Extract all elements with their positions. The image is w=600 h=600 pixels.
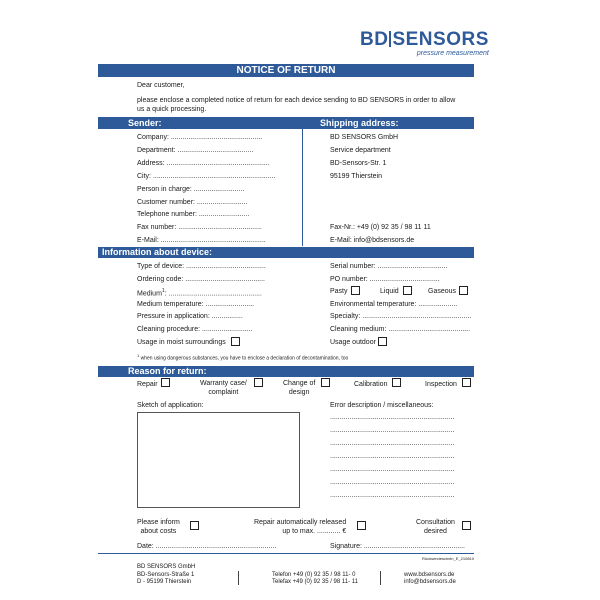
error-line[interactable]: ................................................................ [330, 492, 455, 499]
department-field[interactable]: Department: ....................................... [137, 147, 254, 154]
medium-footnote-mark: 1 [161, 288, 165, 294]
ordering-code-field[interactable]: Ordering code: ......................................... [137, 276, 265, 283]
repair-label: Repair [137, 381, 158, 388]
city-field[interactable]: City: ............................................................... [137, 173, 276, 180]
error-line[interactable]: ................................................................ [330, 453, 455, 460]
inform-label-line2: about costs [140, 528, 177, 535]
inform-costs-checkbox[interactable] [190, 521, 199, 530]
cleaning-procedure-field[interactable]: Cleaning procedure: .......................... [137, 326, 253, 333]
repair-auto-line2[interactable]: up to max. ............ € [282, 528, 347, 535]
date-field[interactable]: Date: .............................................................. [137, 543, 277, 550]
gaseous-label: Gaseous [428, 288, 457, 295]
footnote-text: when using dangerous substances, you have to enclose a declaration of decontamination, too [140, 355, 349, 362]
shipping-email: E-Mail: info@bdsensors.de [330, 237, 415, 244]
liquid-label: Liquid [380, 288, 399, 295]
specialty-field[interactable]: Specialty: ........................................................ [330, 313, 472, 320]
change-of-design-checkbox[interactable] [321, 378, 330, 387]
shipping-fax: Fax-Nr.: +49 (0) 92 35 / 98 11 11 [330, 224, 431, 231]
footer-website[interactable]: www.bdsensors.de [404, 572, 455, 578]
error-line[interactable]: ................................................................ [330, 466, 455, 473]
calibration-checkbox[interactable] [392, 378, 401, 387]
signature-field[interactable]: Signature: .................................................... [330, 543, 465, 550]
shipping-city: 95199 Thierstein [330, 173, 383, 180]
footer-company: BD SENSORS GmbH [137, 564, 196, 570]
footer-email[interactable]: info@bdsensors.de [404, 579, 456, 585]
error-line[interactable]: ................................................................ [330, 479, 455, 486]
consultation-checkbox[interactable] [462, 521, 471, 530]
section-divider [302, 129, 303, 246]
serial-number-field[interactable]: Serial number: .................................... [330, 263, 448, 270]
company-field[interactable]: Company: ............................................... [137, 134, 263, 141]
shipping-company: BD SENSORS GmbH [330, 134, 399, 141]
inform-label-line1: Please inform [137, 519, 180, 526]
calibration-label: Calibration [354, 381, 388, 388]
moist-surroundings-checkbox[interactable] [231, 337, 240, 346]
medium-label: Medium [137, 290, 162, 298]
shipping-street: BD-Sensors-Str. 1 [330, 160, 387, 167]
type-of-device-field[interactable]: Type of device: ......................................... [137, 263, 266, 270]
change-label-line1: Change of [283, 380, 316, 387]
intro-line-2: us a quick processing. [137, 106, 207, 113]
sender-heading: Sender: [128, 118, 162, 128]
page-title: NOTICE OF RETURN [236, 65, 336, 76]
repair-checkbox[interactable] [161, 378, 170, 387]
consultation-line1: Consultation [416, 519, 455, 526]
inspection-checkbox[interactable] [462, 378, 471, 387]
footer-telefax: Telefax +49 (0) 92 35 / 98 11- 11 [272, 579, 359, 585]
logo-text-left: BD [360, 29, 389, 50]
warranty-checkbox[interactable] [254, 378, 263, 387]
error-line[interactable]: ................................................................ [330, 440, 455, 447]
repair-automatic-label [254, 518, 346, 536]
sketch-area[interactable] [137, 412, 300, 508]
sketch-label: Sketch of application: [137, 402, 204, 409]
pasty-label: Pasty [330, 288, 348, 295]
liquid-checkbox[interactable] [403, 286, 412, 295]
customer-number-field[interactable]: Customer number: .......................... [137, 199, 248, 206]
environmental-temperature-field[interactable]: Environmental temperature: .................... [330, 301, 458, 308]
person-in-charge-field[interactable]: Person in charge: .......................... [137, 186, 245, 193]
address-field[interactable]: Address: ..................................................... [137, 160, 270, 167]
device-footnote [137, 352, 348, 363]
error-description-label: Error description / miscellaneous: [330, 402, 434, 409]
error-line[interactable]: ................................................................ [330, 414, 455, 421]
shipping-heading: Shipping address: [320, 118, 399, 128]
repair-automatic-checkbox[interactable] [357, 521, 366, 530]
device-heading: Information about device: [102, 247, 213, 257]
logo-tagline: pressure measurement [416, 50, 489, 57]
po-number-field[interactable]: PO number: .................................... [330, 276, 440, 283]
company-logo [360, 30, 489, 58]
logo-text-right: SENSORS [392, 29, 489, 50]
email-field[interactable]: E-Mail: ...................................................... [137, 237, 266, 244]
intro-line-1: please enclose a completed notice of return for each device sending to BD SENSORS in order to allow [137, 97, 456, 104]
error-line[interactable]: ................................................................ [330, 427, 455, 434]
warranty-label [200, 379, 247, 397]
fax-field[interactable]: Fax number: ........................................... [137, 224, 262, 231]
greeting-text: Dear customer, [137, 82, 185, 89]
consultation-label [416, 518, 455, 536]
footnote-mark: 1 [137, 353, 140, 358]
usage-outdoor-checkbox[interactable] [378, 337, 387, 346]
footer-divider [238, 571, 239, 585]
form-code: Rücksendeschein_E_210810 [421, 556, 474, 561]
gaseous-checkbox[interactable] [459, 286, 468, 295]
repair-auto-line1: Repair automatically released [254, 519, 347, 526]
change-of-design-label [283, 379, 315, 397]
warranty-label-line2: complaint [208, 389, 239, 396]
footer-city: D - 95199 Thierstein [137, 579, 192, 585]
usage-outdoor-label: Usage outdoor [330, 339, 376, 346]
inform-costs-label [137, 518, 180, 536]
moist-surroundings-label: Usage in moist surroundings [137, 339, 226, 346]
pasty-checkbox[interactable] [351, 286, 360, 295]
medium-field[interactable] [137, 287, 262, 298]
reason-heading: Reason for return: [128, 366, 207, 376]
bottom-rule [98, 553, 474, 554]
footer-divider [380, 571, 381, 585]
change-label-line2: design [288, 389, 310, 396]
telephone-field[interactable]: Telephone number: .......................... [137, 211, 250, 218]
footer-street: BD-Sensors-Straße 1 [137, 572, 195, 578]
consultation-line2: desired [423, 528, 447, 535]
cleaning-medium-field[interactable]: Cleaning medium: .......................................... [330, 326, 471, 333]
warranty-label-line1: Warranty case/ [200, 380, 247, 387]
inspection-label: Inspection [425, 381, 457, 388]
shipping-department: Service department [330, 147, 391, 154]
medium-temperature-field[interactable]: Medium temperature: ......................... [137, 301, 255, 308]
pressure-in-application-field[interactable]: Pressure in application: ................ [137, 313, 243, 320]
medium-dots: : ................................................ [164, 290, 262, 298]
footer-telephone: Telefon +49 (0) 92 35 / 98 11- 0 [272, 572, 356, 578]
